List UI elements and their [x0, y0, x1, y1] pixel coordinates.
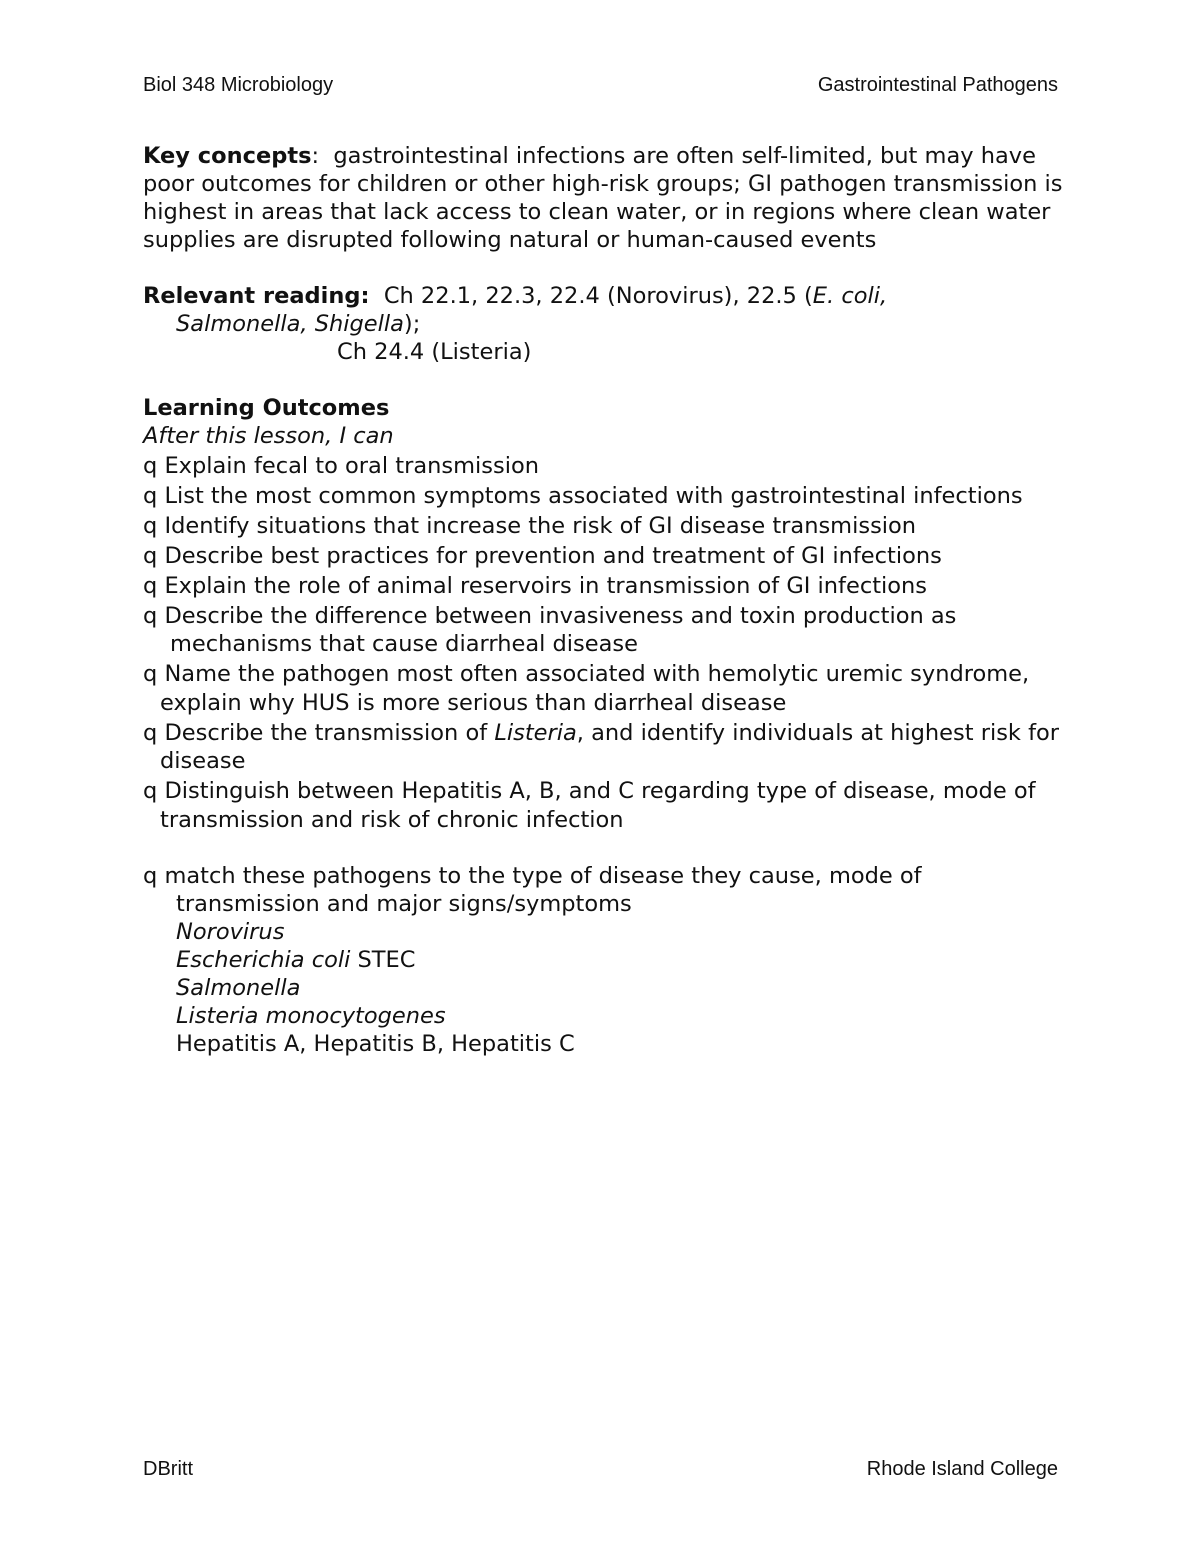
learning-outcomes	[143, 394, 1063, 1058]
key-concepts: Key concepts: gastrointestinal infections are often self-limited, but may have poor outcomes for children or other high-risk groups; GI pathogen transmission is highest in areas that lack access to clean water, or in regions where clean water supplies are disrupted following natural or human-caused events	[143, 143, 1063, 253]
checkbox-bullet-icon: q	[143, 719, 158, 746]
pathogen-norovirus: Norovirus	[176, 919, 285, 945]
outcome-item-listeria: q Describe the transmission of Listeria, and identify individuals at highest risk for disease	[143, 719, 1060, 774]
checkbox-bullet-icon: q	[143, 661, 158, 687]
key-concepts-text: gastrointestinal infections are often self-limited, but may have poor outcomes for children or other high-risk groups; GI pathogen transmission is highest in areas that lack access to clean water, or in regions where clean water supplies are disrupted following natural or human-caused events	[143, 143, 1063, 253]
pathogen-salmonella: Salmonella	[176, 975, 301, 1001]
checkbox-bullet-icon: q	[143, 542, 158, 569]
author: DBritt	[143, 1458, 193, 1480]
course-name: Biol 348 Microbiology	[143, 74, 334, 96]
checkbox-bullet-icon: q	[143, 572, 158, 599]
checkbox-bullet-icon: q	[143, 602, 158, 629]
document-body	[143, 142, 1063, 1058]
outcome-item: q Explain fecal to oral transmission	[143, 452, 539, 479]
reading-label: Relevant reading:	[143, 283, 370, 309]
checkbox-bullet-icon: q	[143, 452, 158, 479]
institution: Rhode Island College	[866, 1458, 1058, 1480]
checkbox-bullet-icon: q	[143, 512, 158, 539]
outcome-item: q Identify situations that increase the risk of GI disease transmission	[143, 512, 917, 539]
checkbox-bullet-icon: q	[143, 778, 158, 804]
pathogen-listeria: Listeria monocytogenes	[176, 1003, 446, 1029]
pathogen-hepatitis: Hepatitis A, Hepatitis B, Hepatitis C	[176, 1031, 575, 1057]
checkbox-bullet-icon: q	[143, 482, 158, 509]
outcomes-subtitle: After this lesson, I can	[143, 423, 394, 449]
outcome-item: q List the most common symptoms associated with gastrointestinal infections	[143, 482, 1023, 509]
checkbox-bullet-icon: q	[143, 863, 158, 889]
outcome-item: q Describe the difference between invasiveness and toxin production as mechanisms that cause diarrheal disease	[143, 602, 957, 657]
page-header	[143, 74, 1058, 97]
pathogen-ecoli: Escherichia coli STEC	[176, 947, 416, 973]
outcome-item: q Explain the role of animal reservoirs in transmission of GI infections	[143, 572, 928, 599]
page-footer	[143, 1458, 1058, 1481]
key-concepts-label: Key concepts	[143, 143, 312, 169]
outcome-item-hepatitis: q Distinguish between Hepatitis A, B, and C regarding type of disease, mode of transmission and risk of chronic infection	[143, 778, 1036, 833]
topic-title: Gastrointestinal Pathogens	[817, 74, 1058, 96]
outcomes-title: Learning Outcomes	[143, 395, 390, 421]
outcome-item: q Name the pathogen most often associated with hemolytic uremic syndrome, explain why HUS is more serious than diarrheal disease	[143, 661, 1030, 716]
outcome-item: q Describe best practices for prevention and treatment of GI infections	[143, 542, 942, 569]
relevant-reading: Relevant reading: Ch 22.1, 22.3, 22.4 (Norovirus), 22.5 (E. coli, Salmonella, Shigella); Ch 24.4 (Listeria)	[143, 283, 888, 365]
outcome-item-match: q match these pathogens to the type of disease they cause, mode of transmission and major signs/symptoms Norovirus Escherichia coli STEC Salmonella Listeria monocytogenes Hepatitis A, Hepatitis B, Hepatitis C	[143, 862, 1063, 1058]
